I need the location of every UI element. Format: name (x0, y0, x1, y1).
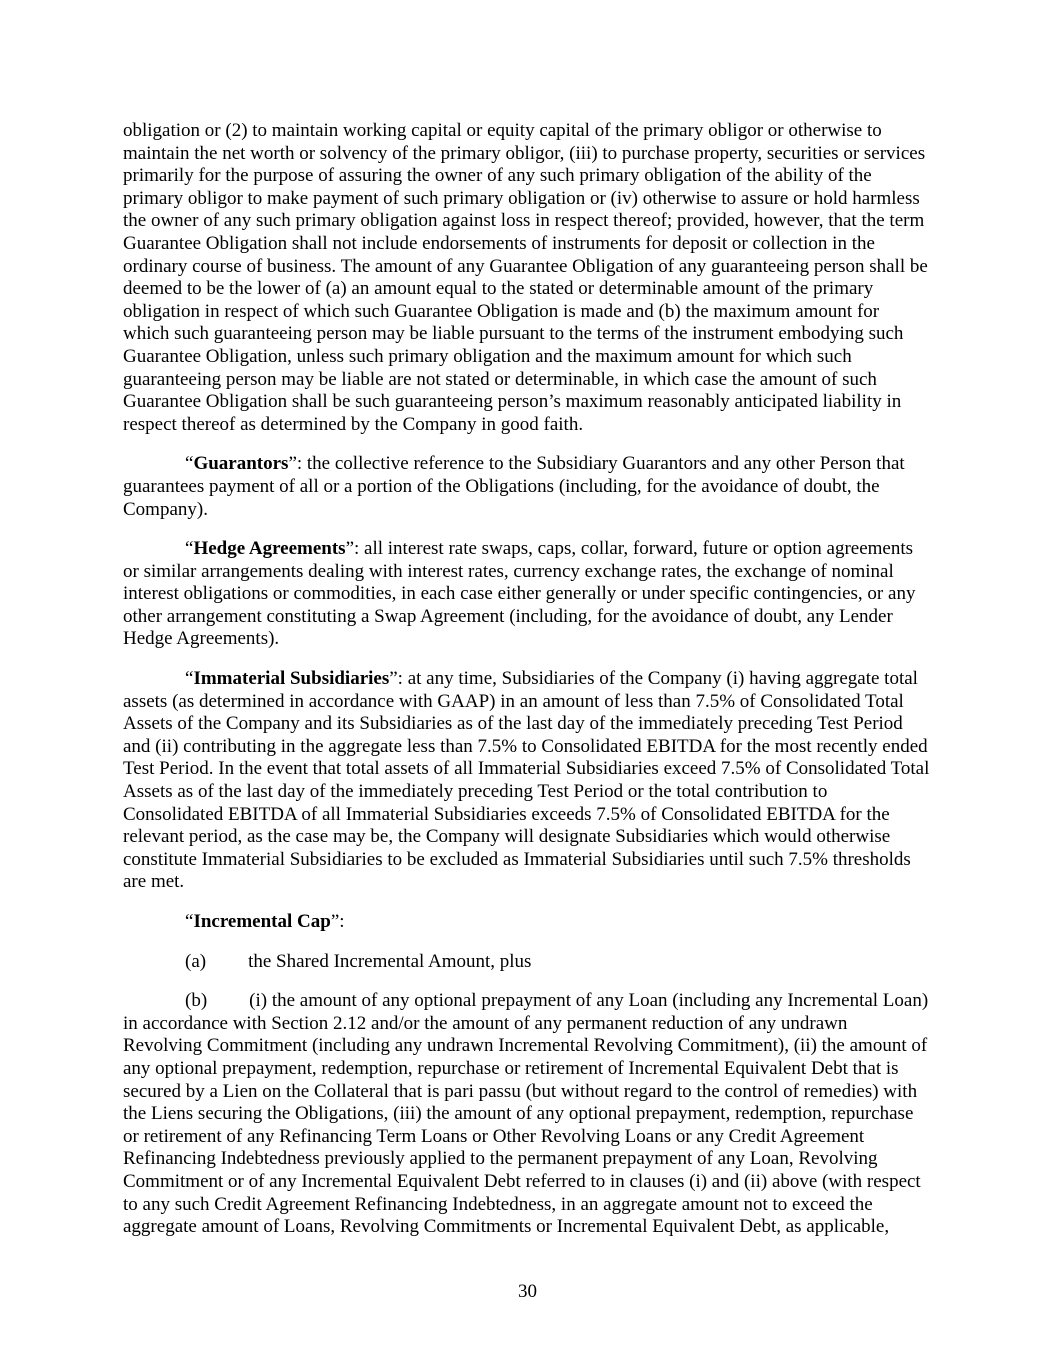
hedge-agreements-definition-paragraph (123, 538, 930, 651)
text-run: (i) the amount of any optional prepayment of any Loan (including any Incremental Loan) in accordance with Section 2.12 and/or the amount of any permanent reduction of any undrawn Revolving Commitment (including any undrawn Incremental Revolving Commitment), (ii) the amount of any optional prepayment, redemption, repurchase or retirement of Incremental Equivalent Debt that is secured by a Lien on the Collateral that is pari passu (but without regard to the control of remedies) with the Liens securing the Obligations, (iii) the amount of any optional prepayment, redemption, repurchase or retirement of any Refinancing Term Loans or Other Revolving Loans or any Credit Agreement Refinancing Indebtedness previously applied to the permanent prepayment of any Loan, Revolving Commitment or of any Incremental Equivalent Debt referred to in clauses (i) and (ii) above (with respect to any such Credit Agreement Refinancing Indebtedness, in an aggregate amount not to exceed the aggregate amount of Loans, Revolving Commitments or Incremental Equivalent Debt, as applicable, (123, 990, 929, 1238)
text-run: ”: (330, 911, 345, 932)
guarantee-obligation-continuation-paragraph (123, 120, 930, 436)
tab-space (207, 1005, 249, 1006)
defined-term: Hedge Agreements (193, 538, 346, 560)
text-run: obligation or (2) to maintain working capital or equity capital of the primary obligor or otherwise to maintain the net worth or solvency of the primary obligor, (iii) to purchase property, securities or services primarily for the purpose of assuring the owner of any such primary obligation of the ability of the primary obligor to make payment of such primary obligation or (iv) otherwise to assure or hold harmless the owner of any such primary obligation against loss in respect thereof; provided, however, that the term Guarantee Obligation shall not include endorsements of instruments for deposit or collection in the ordinary course of business. The amount of any Guarantee Obligation of any guaranteeing person shall be deemed to be the lower of (a) an amount equal to the stated or determinable amount of the primary obligation in respect of which such Guarantee Obligation is made and (b) the maximum amount for which such guaranteeing person may be liable pursuant to the terms of the instrument embodying such Guarantee Obligation, unless such primary obligation and the maximum amount for which such guaranteeing person may be liable are not stated or determinable, in which case the amount of such Guarantee Obligation shall be such guaranteeing person’s maximum reasonably anticipated liability in respect thereof as determined by the Company in good faith. (123, 120, 928, 435)
text-run: “ (185, 668, 194, 690)
document-body (123, 120, 930, 1239)
text-run: ”: the collective reference to the Subsidiary Guarantors and any other Person that guarantees payment of all or a portion of the Obligations (including, for the avoidance of doubt, the Company). (123, 453, 905, 520)
text-run: “ (185, 911, 194, 932)
page-number: 30 (518, 1281, 537, 1302)
defined-term: Guarantors (193, 453, 289, 475)
text-run: (a) (185, 950, 207, 972)
text-run: ”: all interest rate swaps, caps, collar, forward, future or option agreements or similar arrangements dealing with interest rates, currency exchange rates, the exchange of nominal interest obligations or commodities, in each case either generally or under specific contingencies, or any other arrangement constituting a Swap Agreement (including, for the avoidance of doubt, any Lender Hedge Agreements). (123, 538, 916, 650)
incremental-cap-definition-paragraph (123, 911, 930, 934)
guarantors-definition-paragraph (123, 453, 930, 521)
text-run: ”: at any time, Subsidiaries of the Company (i) having aggregate total assets (as determined in accordance with GAAP) in an amount of less than 7.5% of Consolidated Total Assets of the Company and its Subsidiaries as of the last day of the immediately preceding Test Period and (ii) contributing in the aggregate less than 7.5% to Consolidated EBITDA for the most recently ended Test Period. In the event that total assets of all Immaterial Subsidiaries exceed 7.5% of Consolidated Total Assets as of the last day of the immediately preceding Test Period or the total contribution to Consolidated EBITDA of all Immaterial Subsidiaries exceeds 7.5% of Consolidated EBITDA for the relevant period, as the case may be, the Company will designate Subsidiaries which would otherwise constitute Immaterial Subsidiaries to be excluded as Immaterial Subsidiaries until such 7.5% thresholds are met. (123, 668, 930, 893)
defined-term: Incremental Cap (193, 911, 331, 932)
tab-space (206, 966, 248, 967)
incremental-cap-clause-b (123, 990, 930, 1239)
text-run: the Shared Incremental Amount, plus (248, 950, 532, 972)
text-run: “ (185, 538, 194, 560)
defined-term: Immaterial Subsidiaries (193, 668, 390, 690)
incremental-cap-clause-a (123, 951, 930, 974)
text-run: (b) (185, 990, 208, 1012)
text-run: “ (185, 453, 194, 475)
immaterial-subsidiaries-definition-paragraph (123, 668, 930, 894)
